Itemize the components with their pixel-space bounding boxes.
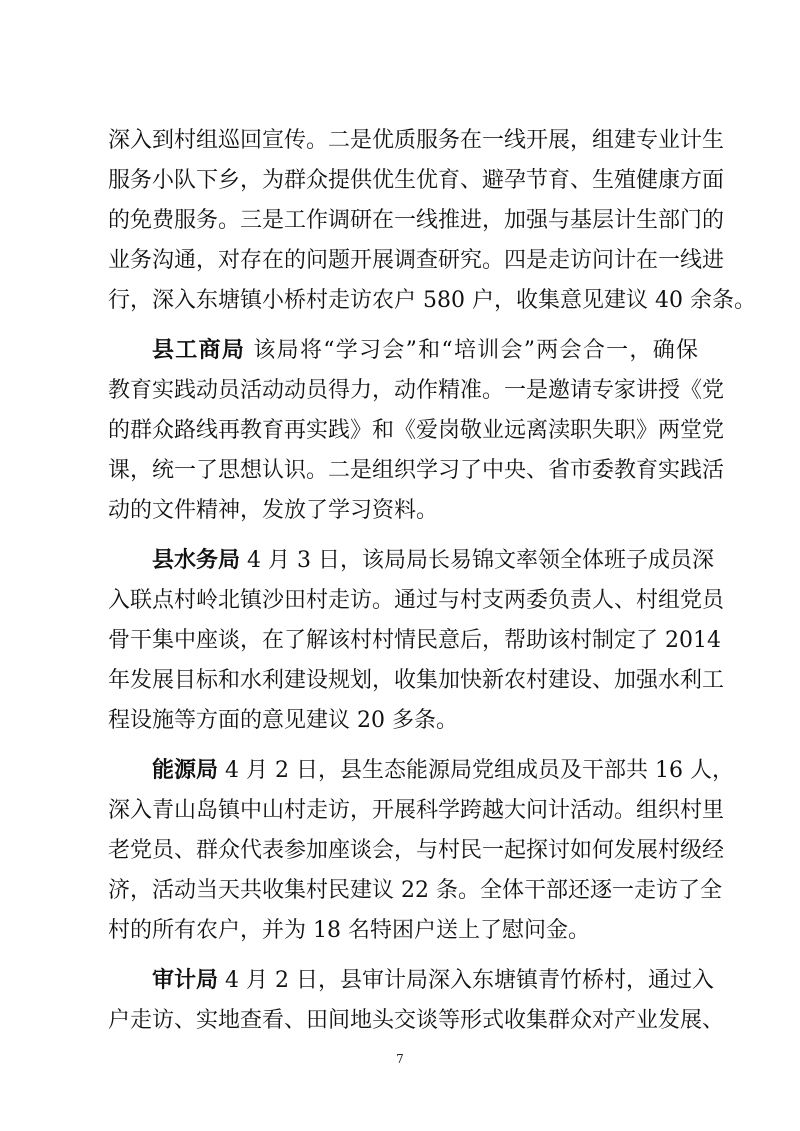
text-run: 4 月 3 日，该局局长易锦文率领全体班子成员深 [240,548,714,573]
text-line: 行，深入东塘镇小桥村走访农户 580 户，收集意见建议 40 余条。 [108,288,756,313]
paragraph-first-line [152,966,714,996]
text-run: 4 月 2 日，县生态能源局党组成员及干部共 16 人， [218,758,734,783]
page-number: 7 [396,1052,404,1066]
text-line: 程设施等方面的意见建议 20 多条。 [108,708,458,733]
section-heading-gongshang: 县工商局 [152,338,246,363]
text-line: 深入到村组巡回宣传。二是优质服务在一线开展，组建专业计生 [108,128,725,153]
text-line: 骨干集中座谈，在了解该村村情民意后，帮助该村制定了 2014 [108,628,721,653]
text-line: 老党员、群众代表参加座谈会，与村民一起探讨如何发展村级经 [108,838,725,863]
text-line: 济，活动当天共收集村民建议 22 条。全体干部还逐一走访了全 [108,878,722,903]
section-heading-nengyuan: 能源局 [152,758,219,783]
text-line: 入联点村岭北镇沙田村走访。通过与村支两委负责人、村组党员 [108,588,725,613]
text-line: 村的所有农户，并为 18 名特困户送上了慰问金。 [108,918,590,943]
section-heading-shuiwu: 县水务局 [152,548,241,573]
text-line: 深入青山岛镇中山村走访，开展科学跨越大问计活动。组织村里 [108,798,725,823]
text-line: 业务沟通，对存在的问题开展调查研究。四是走访问计在一线进 [108,248,725,273]
paragraph-first-line [152,756,734,786]
text-line: 的群众路线再教育再实践》和《爱岗敬业远离渎职失职》两堂党 [108,418,725,443]
text-line: 年发展目标和水利建设规划，收集加快新农村建设、加强水利工 [108,668,725,693]
paragraph-first-line [152,336,698,366]
paragraph-first-line [152,546,714,576]
text-run: 4 月 2 日，县审计局深入东塘镇青竹桥村，通过入 [218,968,714,993]
text-line: 的免费服务。三是工作调研在一线推进，加强与基层计生部门的 [108,208,725,233]
text-run: 该局将“学习会”和“培训会”两会合一，确保 [245,338,698,363]
text-line: 服务小队下乡，为群众提供优生优育、避孕节育、生殖健康方面 [108,168,725,193]
text-line: 户走访、实地查看、田间地头交谈等形式收集群众对产业发展、 [108,1008,725,1033]
text-line: 课，统一了思想认识。二是组织学习了中央、省市委教育实践活 [108,458,725,483]
text-line: 动的文件精神，发放了学习资料。 [108,498,439,523]
text-line: 教育实践动员活动动员得力，动作精准。一是邀请专家讲授《党 [108,378,725,403]
section-heading-shenji: 审计局 [152,968,219,993]
